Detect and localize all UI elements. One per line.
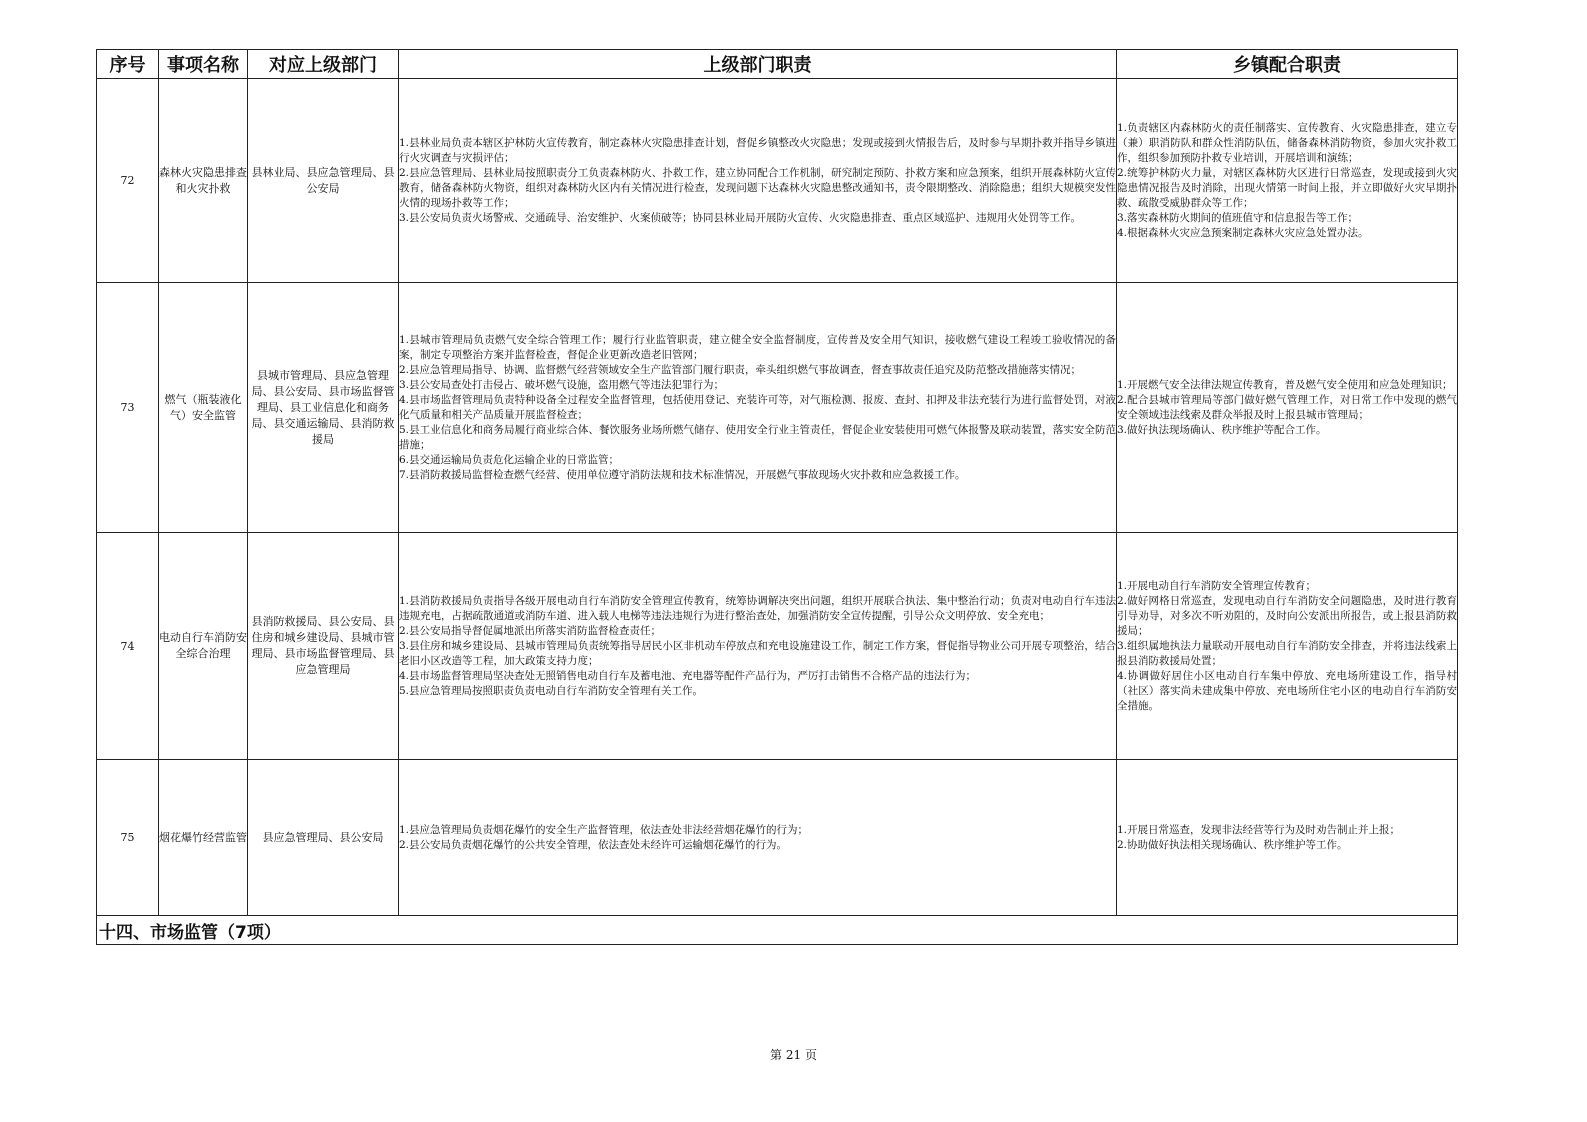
upper-dept: 县城市管理局、县应急管理局、县公安局、县市场监督管理局、县工业信息化和商务局、县交通运输局、县消防救援局: [248, 283, 399, 533]
page-number: 第 21 页: [770, 1048, 817, 1062]
duty-line: 1.开展电动自行车消防安全管理宣传教育；: [1117, 579, 1317, 592]
header-no: 序号: [97, 50, 159, 79]
duty-line: 6.县交通运输局负责危化运输企业的日常监管；: [399, 453, 620, 466]
row-number: 74: [97, 533, 159, 760]
duty-line: 3.县公安局查处打击侵占、破坏燃气设施，盗用燃气等违法犯罪行为；: [399, 378, 725, 391]
row-number: 73: [97, 283, 159, 533]
header-town-duties: 乡镇配合职责: [1117, 50, 1458, 79]
item-name: 烟花爆竹经营监管: [159, 760, 248, 916]
duty-line: 1.开展燃气安全法律法规宣传教育，普及燃气安全使用和应急处理知识；: [1117, 378, 1453, 391]
duty-line: 3.落实森林防火期间的值班值守和信息报告等工作；: [1117, 211, 1359, 224]
duty-line: 3.组织属地执法力量联动开展电动自行车消防安全排查，并将违法线索上报县消防救援局处置；: [1117, 639, 1457, 667]
town-duties: [1117, 283, 1458, 533]
header-upper-dept: 对应上级部门: [248, 50, 399, 79]
section-title: 十四、市场监管（7项）: [97, 916, 1458, 945]
duty-line: 3.县住房和城乡建设局、县城市管理局负责统筹指导居民小区非机动车停放点和充电设施建设工作，制定工作方案，督促指导物业公司开展专项整治，结合老旧小区改造等工程，加大政策支持力度；: [399, 639, 1116, 667]
duty-line: 2.县公安局负责烟花爆竹的公共安全管理，依法查处未经许可运输烟花爆竹的行为。: [399, 838, 788, 851]
duty-line: 4.县市场监督管理局负责特种设备全过程安全监督管理，包括使用登记、充装许可等，对气瓶检测、报废、查封、扣押及非法充装行为进行监督处罚，对液化气质量和相关产品质量开展监督检查；: [399, 393, 1116, 421]
duty-line: 2.配合县城市管理局等部门做好燃气管理工作，对日常工作中发现的燃气安全领域违法线索及群众举报及时上报县城市管理局；: [1117, 393, 1457, 421]
upper-duties: [399, 283, 1117, 533]
header-upper-duties: 上级部门职责: [399, 50, 1117, 79]
header-item-name: 事项名称: [159, 50, 248, 79]
duty-line: 4.协调做好居住小区电动自行车集中停放、充电场所建设工作，指导村（社区）落实尚未建成集中停放、充电场所住宅小区的电动自行车消防安全措施。: [1117, 669, 1457, 712]
table-row: [97, 760, 1458, 916]
duty-line: 5.县工业信息化和商务局履行商业综合体、餐饮服务业场所燃气储存、使用安全行业主管责任，督促企业安装使用可燃气体报警及联动装置，落实安全防范措施；: [399, 423, 1116, 451]
item-name: 燃气（瓶装液化气）安全监管: [159, 283, 248, 533]
town-duties: [1117, 533, 1458, 760]
duty-line: 3.做好执法现场确认、秩序维护等配合工作。: [1117, 423, 1327, 436]
duty-line: 1.县城市管理局负责燃气安全综合管理工作；履行行业监管职责，建立健全安全监督制度，宣传普及安全用气知识，接收燃气建设工程竣工验收情况的备案，制定专项整治方案并监督检查，督促企业更新改造老旧管网；: [399, 333, 1116, 361]
duty-line: 3.县公安局负责火场警戒、交通疏导、治安维护、火案侦破等；协同县林业局开展防火宣传、火灾隐患排查、重点区域巡护、违规用火处罚等工作。: [399, 211, 1082, 224]
table-header-row: [97, 50, 1458, 79]
duty-line: 4.根据森林火灾应急预案制定森林火灾应急处置办法。: [1117, 226, 1369, 239]
upper-duties: [399, 760, 1117, 916]
duty-line: 4.县市场监督管理局坚决查处无照销售电动自行车及蓄电池、充电器等配件产品行为，严厉打击销售不合格产品的违法行为；: [399, 669, 977, 682]
duty-line: 2.协助做好执法相关现场确认、秩序维护等工作。: [1117, 838, 1348, 851]
table-row: [97, 79, 1458, 283]
duty-line: 1.县消防救援局负责指导各级开展电动自行车消防安全管理宣传教育，统筹协调解决突出问题，组织开展联合执法、集中整治行动；负责对电动自行车违法违规充电，占据疏散通道或消防车道、进入载人电梯等违法违规行为进行整治查处，加强消防安全宣传提醒，引导公众文明停放、安全充电；: [399, 594, 1116, 622]
duty-line: 1.负责辖区内森林防火的责任制落实、宣传教育、火灾隐患排查，建立专（兼）职消防队和群众性消防队伍，储备森林消防物资，参加火灾扑救工作，组织参加预防扑救专业培训，开展培训和演练；: [1117, 121, 1457, 164]
table-row: [97, 533, 1458, 760]
upper-dept: 县消防救援局、县公安局、县住房和城乡建设局、县城市管理局、县市场监督管理局、县应急管理局: [248, 533, 399, 760]
row-number: 72: [97, 79, 159, 283]
responsibility-table: [96, 49, 1458, 945]
duty-line: 7.县消防救援局监督检查燃气经营、使用单位遵守消防法规和技术标准情况，开展燃气事故现场火灾扑救和应急救援工作。: [399, 468, 966, 481]
duty-line: 1.县应急管理局负责烟花爆竹的安全生产监督管理，依法查处非法经营烟花爆竹的行为；: [399, 823, 809, 836]
table-row: [97, 283, 1458, 533]
item-name: 森林火灾隐患排查和火灾扑救: [159, 79, 248, 283]
duty-line: 2.县应急管理局、县林业局按照职责分工负责森林防火、扑救工作，建立协同配合工作机制，研究制定预防、扑救方案和应急预案，组织开展森林防火宣传教育，储备森林防火物资，组织对森林防火区内有关情况进行检查，发现问题下达森林火灾隐患整改通知书，责令限期整改、消除隐患；组织大规模突发性火情的现场扑救等工作；: [399, 166, 1116, 209]
upper-duties: [399, 79, 1117, 283]
town-duties: [1117, 79, 1458, 283]
duty-line: 5.县应急管理局按照职责负责电动自行车消防安全管理有关工作。: [399, 684, 704, 697]
section-row: [97, 916, 1458, 945]
duty-line: 2.做好网格日常巡查，发现电动自行车消防安全问题隐患，及时进行教育引导劝导，对多次不听劝阻的，及时向公安派出所报告，或上报县消防救援局；: [1117, 594, 1457, 637]
duty-line: 1.县林业局负责本辖区护林防火宣传教育，制定森林火灾隐患排查计划，督促乡镇整改火灾隐患；发现或接到火情报告后，及时参与早期扑救并指导乡镇进行火灾调查与灾损评估；: [399, 136, 1116, 164]
duty-line: 2.统筹护林防火力量，对辖区森林防火区进行日常巡查，发现或接到火灾隐患情况报告及时消除，出现火情第一时间上报，并立即做好火灾早期扑救、疏散受威胁群众等工作；: [1117, 166, 1457, 209]
upper-duties: [399, 533, 1117, 760]
duty-line: 2.县公安局指导督促属地派出所落实消防监督检查责任；: [399, 624, 662, 637]
duty-line: 2.县应急管理局指导、协调、监督燃气经营领域安全生产监管部门履行职责，牵头组织燃气事故调查，督查事故责任追究及防范整改措施落实情况；: [399, 363, 1082, 376]
row-number: 75: [97, 760, 159, 916]
town-duties: [1117, 760, 1458, 916]
item-name: 电动自行车消防安全综合治理: [159, 533, 248, 760]
upper-dept: 县林业局、县应急管理局、县公安局: [248, 79, 399, 283]
duty-line: 1.开展日常巡查，发现非法经营等行为及时劝告制止并上报；: [1117, 823, 1401, 836]
upper-dept: 县应急管理局、县公安局: [248, 760, 399, 916]
